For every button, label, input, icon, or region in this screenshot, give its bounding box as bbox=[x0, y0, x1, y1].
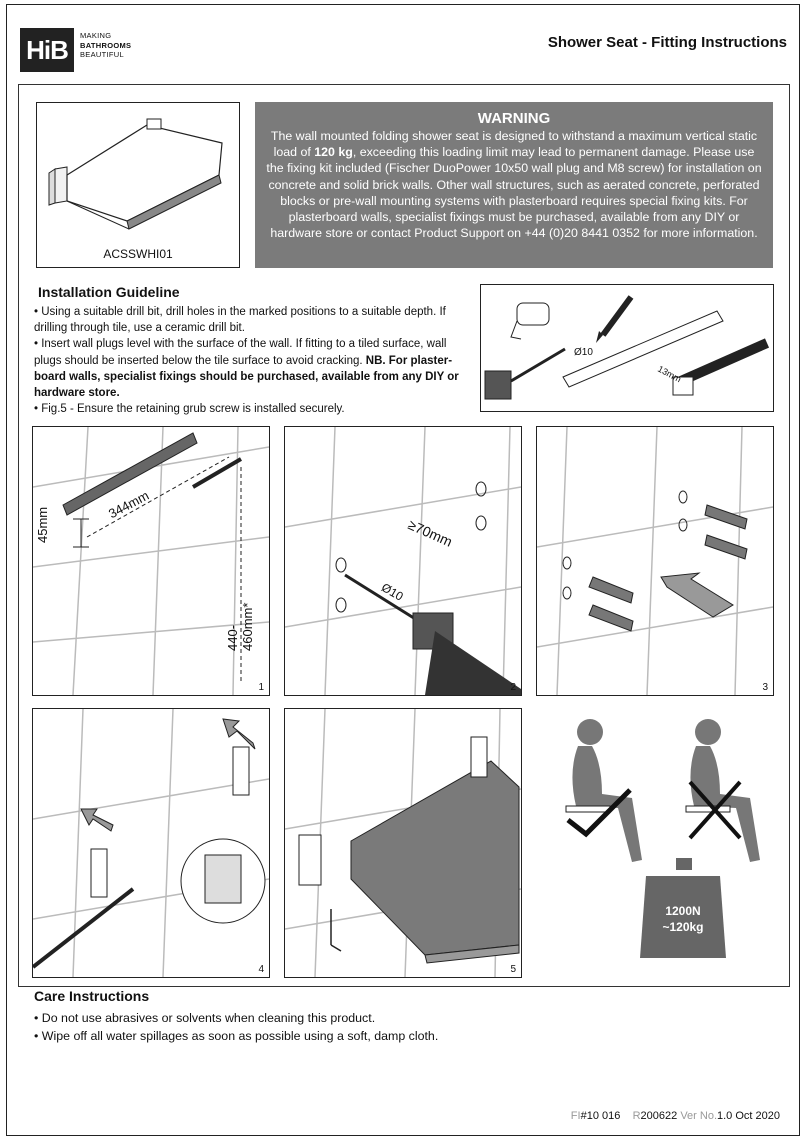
list-item: • Fig.5 - Ensure the retaining grub screw is installed securely. bbox=[34, 403, 345, 416]
warning-box bbox=[255, 102, 773, 268]
weight-icon bbox=[676, 858, 692, 870]
logo-tagline bbox=[80, 31, 131, 60]
installation-list bbox=[34, 304, 474, 417]
tools-illustration bbox=[481, 285, 773, 411]
warning-text bbox=[255, 127, 773, 241]
drill-icon bbox=[485, 371, 511, 399]
load-mass-label: ~120kg bbox=[662, 920, 704, 934]
figure-number: 4 bbox=[258, 964, 264, 975]
document-title: Shower Seat - Fitting Instructions bbox=[547, 34, 787, 51]
product-box bbox=[36, 102, 240, 268]
fi-value: #10 016 bbox=[580, 1110, 621, 1122]
warning-load-limit: 120 kg bbox=[314, 145, 353, 160]
tagline-line: BATHROOMS bbox=[80, 40, 132, 50]
figure-number: 5 bbox=[510, 964, 516, 975]
load-weight-label: 1200N bbox=[665, 904, 701, 918]
warning-text-part: , exceeding this loading limit may lead to permanent damage. Please use the fixing kit included (Fischer DuoPower 10x50 wall plug and M8 screw) for installation on concrete and solid brick walls. Other wall structures, such as aerated concrete, perforated blocks or pre-wall mounting systems with plasterboard requires special fixing kits. For plasterboard walls, specialist fixings must be purchased, available from any DIY or hardware store or contact Product Support on +44 (0)20 8441 0352 for more information. bbox=[266, 145, 762, 241]
drill-size-label: Ø10 bbox=[574, 347, 593, 358]
r-value: 200622 bbox=[640, 1110, 678, 1122]
dimension-spacing: ≥70mm bbox=[405, 516, 455, 550]
list-item: • Do not use abrasives or solvents when cleaning this product. bbox=[34, 1011, 376, 1025]
right-rule bbox=[789, 84, 790, 986]
arrow-icon bbox=[223, 719, 255, 749]
care-list bbox=[34, 1009, 438, 1045]
dimension-width: 344mm bbox=[106, 487, 152, 522]
version-value: 1.0 Oct 2020 bbox=[717, 1110, 780, 1122]
list-item bbox=[34, 336, 474, 401]
figure-5 bbox=[284, 708, 522, 978]
dimension-floor: 440-460mm* bbox=[225, 602, 255, 651]
top-rule bbox=[18, 84, 790, 85]
document-reference bbox=[571, 1110, 780, 1122]
warning-title: WARNING bbox=[477, 110, 551, 127]
figure-2 bbox=[284, 426, 522, 696]
product-code: ACSSWHI01 bbox=[103, 247, 173, 261]
installation-heading: Installation Guideline bbox=[38, 284, 180, 300]
drill-size-label: Ø10 bbox=[379, 580, 406, 604]
tools-box bbox=[480, 284, 774, 412]
tagline-line: BEAUTIFUL bbox=[80, 50, 124, 59]
figure-3 bbox=[536, 426, 774, 696]
care-heading: Care Instructions bbox=[34, 988, 150, 1004]
usage-illustration bbox=[540, 712, 776, 972]
list-item: • Using a suitable drill bit, drill holes in the marked positions to a suitable depth. If drilling through tile, use a ceramic drill bit. bbox=[34, 306, 446, 335]
figure-4 bbox=[32, 708, 270, 978]
r-label: R bbox=[632, 1110, 641, 1122]
list-item-text: • Insert wall plugs level with the surface of the wall. If fitting to a tiled surface, wall plugs should be inserted below the tile surface to avoid cracking. bbox=[34, 338, 447, 367]
tagline-line: MAKING bbox=[80, 31, 112, 40]
figure-number: 2 bbox=[510, 682, 516, 693]
pencil-icon bbox=[603, 297, 631, 335]
hib-logo: HiB bbox=[20, 28, 74, 72]
wrench-icon bbox=[681, 343, 767, 381]
bottom-rule bbox=[18, 986, 790, 987]
warning-text-part: The wall mounted folding shower seat is designed to withstand a maximum vertical static load of bbox=[270, 129, 758, 160]
arrow-icon bbox=[661, 573, 733, 617]
left-rule bbox=[18, 84, 19, 986]
figure-number: 1 bbox=[258, 682, 264, 693]
list-item-note: NB. For plaster-board walls, specialist fixings should be purchased, available from any DIY or hardware store. bbox=[34, 354, 459, 400]
figure-1 bbox=[32, 426, 270, 696]
version-label: Ver No. bbox=[680, 1110, 717, 1122]
list-item: • Wipe off all water spillages as soon as possible using a soft, damp cloth. bbox=[34, 1029, 439, 1043]
wrench-size-label: 13mm bbox=[656, 363, 683, 385]
product-illustration bbox=[37, 103, 239, 243]
dimension-height: 45mm bbox=[35, 506, 50, 543]
figure-number: 3 bbox=[762, 682, 768, 693]
tape-measure-icon bbox=[517, 303, 549, 325]
arrow-icon bbox=[81, 809, 113, 831]
fi-label: FI bbox=[570, 1110, 581, 1122]
